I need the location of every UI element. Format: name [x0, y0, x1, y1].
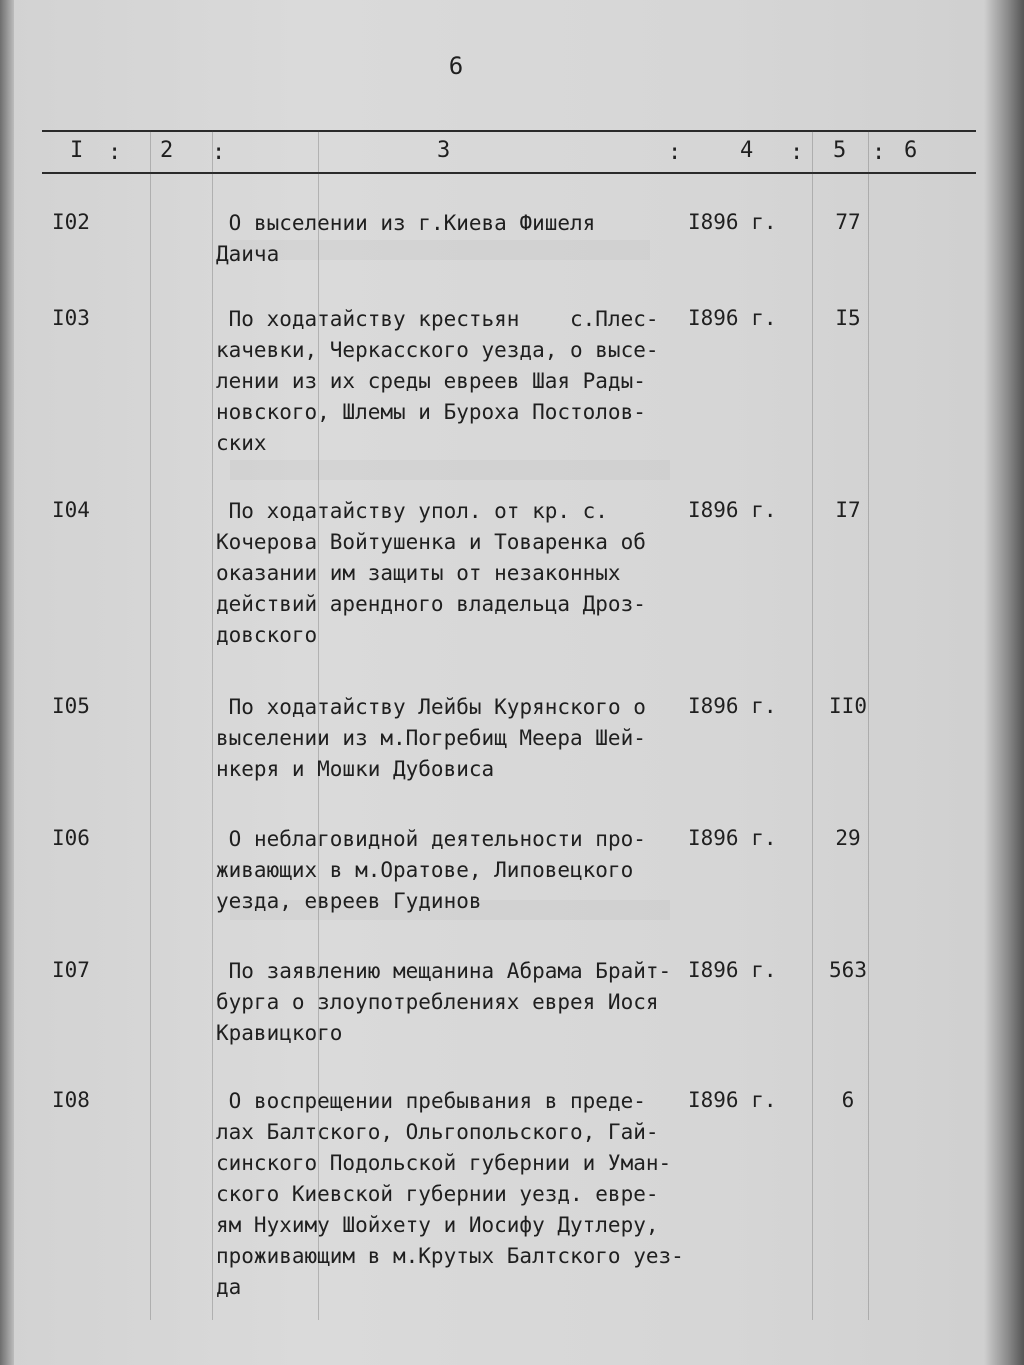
entry-year: I896 г. — [688, 210, 777, 234]
entry-sheet-count: 77 — [835, 210, 861, 234]
column-separator: : — [212, 140, 226, 165]
column-header-1: I — [70, 138, 84, 163]
column-header-6: 6 — [904, 138, 918, 163]
column-header-row — [0, 138, 1024, 168]
column-header-4: 4 — [740, 138, 754, 163]
bleed-through-artifact — [230, 460, 670, 480]
entry-number: I03 — [52, 306, 90, 330]
entry-description: По ходатайству упол. от кр. с. Кочерова Войтушенка и Товаренка об оказании им защиты от незаконных действий арендного владельца Дроз- довского — [216, 499, 646, 647]
entry-sheet-count: 563 — [829, 958, 867, 982]
entry-year: I896 г. — [688, 958, 777, 982]
column-separator: : — [108, 140, 122, 165]
entry-description: По ходатайству Лейбы Курянского о выселении из м.Погребищ Меера Шей- нкеря и Мошки Дубовиса — [216, 695, 646, 781]
binding-edge — [0, 0, 14, 1365]
entry-year: I896 г. — [688, 498, 777, 522]
entry-number: I06 — [52, 826, 90, 850]
page-number: 6 — [448, 52, 464, 80]
entry-description: О выселении из г.Киева Фишеля Даича — [216, 211, 596, 266]
entry-sheet-count: 6 — [841, 1088, 855, 1112]
column-separator: : — [872, 140, 886, 165]
entry-number: I05 — [52, 694, 90, 718]
entry-year: I896 г. — [688, 694, 777, 718]
entry-sheet-count: 29 — [835, 826, 861, 850]
header-top-rule — [42, 130, 976, 132]
entry-number: I07 — [52, 958, 90, 982]
column-header-3: 3 — [437, 138, 451, 163]
entry-number: I08 — [52, 1088, 90, 1112]
column-separator: : — [790, 140, 804, 165]
column-header-2: 2 — [160, 138, 174, 163]
page-edge-shadow — [984, 0, 1024, 1365]
entry-sheet-count: I5 — [835, 306, 861, 330]
entry-description: По ходатайству крестьян с.Плес- качевки, Черкасского уезда, о высе- лении из их среды евреев Шая Рады- новского, Шлемы и Буроха Постолов- ских — [216, 307, 659, 455]
entry-sheet-count: I7 — [835, 498, 861, 522]
column-separator: : — [668, 140, 682, 165]
entry-year: I896 г. — [688, 826, 777, 850]
entry-description: По заявлению мещанина Абрама Брайт- бурга о злоупотреблениях еврея Иося Кравицкого — [216, 959, 672, 1045]
column-header-5: 5 — [833, 138, 847, 163]
entry-year: I896 г. — [688, 1088, 777, 1112]
entry-description: О воспрещении пребывания в преде- лах Балтского, Ольгопольского, Гай- синского Подольской губернии и Уман- ского Киевской губернии уезд. евре- ям Нухиму Шойхету и Иосифу Дутлеру, проживающим в м.Крутых Балтского уез- да — [216, 1089, 684, 1299]
entry-number: I04 — [52, 498, 90, 522]
column-divider — [812, 130, 813, 1320]
header-bottom-rule — [42, 172, 976, 174]
entry-sheet-count: II0 — [829, 694, 867, 718]
column-divider — [212, 130, 213, 1320]
entry-description: О неблаговидной деятельности про- живающих в м.Оратове, Липовецкого уезда, евреев Гудинов — [216, 827, 646, 913]
entry-number: I02 — [52, 210, 90, 234]
entry-year: I896 г. — [688, 306, 777, 330]
column-divider — [150, 130, 151, 1320]
